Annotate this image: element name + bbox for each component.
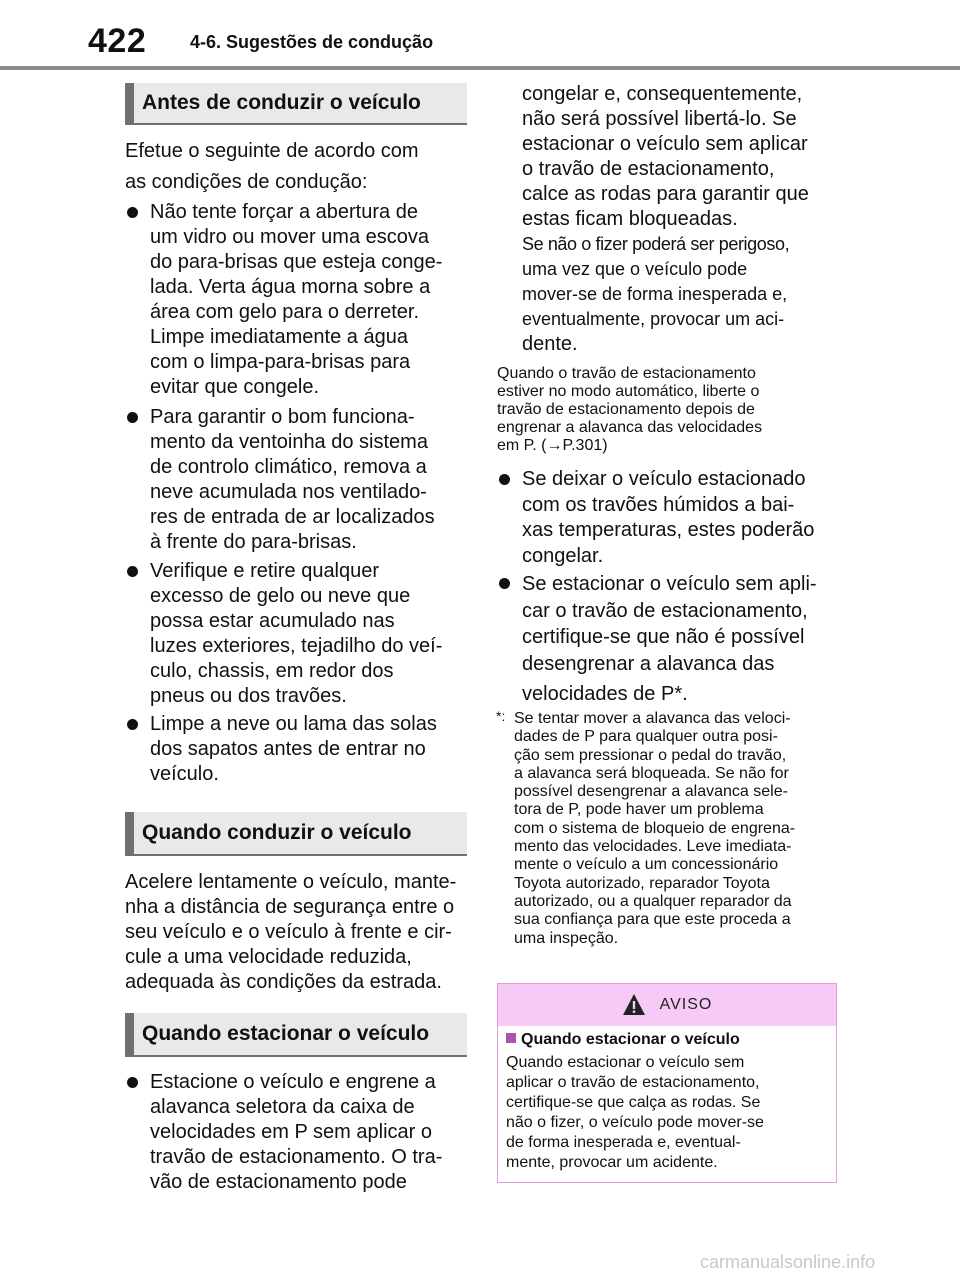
text-line: Se deixar o veículo estacionado [522,468,806,490]
text-line: Acelere lentamente o veículo, mante- [125,871,457,893]
bullet-item [497,467,842,569]
bullet-item [125,200,470,400]
text-line: calce as rodas para garantir que [522,183,809,205]
bullet-dot-icon [127,566,138,577]
warning-subtitle-text: Quando estacionar o veículo [521,1031,740,1048]
page-number: 422 [88,22,147,60]
text-line: em P. (→P.301) [497,437,608,454]
text-line: com os travões húmidos a bai- [522,493,795,516]
text-line: um vidro ou mover uma escova [150,226,430,248]
text-line: velocidades de P*. [522,683,688,705]
bullet-item [125,559,470,709]
text-line: Quando estacionar o veículo sem [506,1054,745,1071]
text-line: eventualmente, provocar um aci- [522,309,785,329]
text-line: Não tente forçar a abertura de [150,201,418,223]
warning-label: AVISO [659,996,713,1013]
text-line: neve acumulada nos ventilado- [150,481,427,503]
text-line: à frente do para-brisas. [150,531,357,553]
text-line: res de entrada de ar localizados [150,506,435,528]
text-line: mento da ventoinha do sistema [150,431,428,453]
text-line: congelar e, consequentemente, [522,83,803,105]
text-line: certifique-se que não é possível [522,626,805,648]
text-line: congelar. [522,544,604,567]
text-line: com o limpa-para-brisas para [150,351,411,373]
warning-header [498,984,836,1026]
bullet-item [125,1070,470,1195]
section-heading-when-driving [125,812,467,856]
driving-text [125,870,470,995]
footnote-marker: *: [496,708,506,724]
text-line: Quando o travão de estacionamento [497,365,756,382]
text-line: ção sem pressionar o pedal do travão, [514,746,787,764]
text-line: dades de P para qualquer outra posi- [514,728,778,746]
text-line: Se tentar mover a alavanca das veloci- [514,710,791,727]
note-text [497,365,837,455]
footnote [496,708,842,948]
bullet-dot-icon [127,1077,138,1088]
warning-triangle-icon [622,993,646,1017]
text-line: Efetue o seguinte de acordo com [125,140,419,162]
text-line: de forma inesperada e, eventual- [506,1134,741,1151]
text-line: veículo. [150,763,219,785]
text-line: car o travão de estacionamento, [522,599,808,622]
text-line: luzes exteriores, tejadilho do veí- [150,635,443,657]
section-heading-text: Antes de conduzir o veículo [142,91,421,114]
text-line: pneus ou dos travões. [150,685,347,707]
text-line: Limpe imediatamente a água [150,326,408,348]
bullet-dot-icon [499,474,510,485]
text-line: mento das velocidades. Leve imediata- [514,838,792,856]
bullet-dot-icon [127,412,138,423]
text-line: as condições de condução: [125,171,368,193]
text-line: Para garantir o bom funciona- [150,406,415,428]
text-line: lada. Verta água morna sobre a [150,276,431,298]
warning-subtitle [506,1031,740,1049]
section-heading-before-driving [125,83,467,125]
chapter-title: 4-6. Sugestões de condução [190,32,434,52]
text-line: mente o veículo a um concessionário [514,856,779,874]
watermark: carmanualsonline.info [700,1252,876,1272]
text-line: do para-brisas que esteja conge- [150,251,443,273]
text-line: Estacione o veículo e engrene a [150,1071,436,1093]
text-line: engrenar a alavanca das velocidades [497,419,763,436]
text-line: travão de estacionamento depois de [497,401,755,418]
text-line: culo, chassis, em redor dos [150,660,394,682]
text-line: mente, provocar um acidente. [506,1154,718,1171]
text-line: dos sapatos antes de entrar no [150,738,426,760]
header-rule [0,66,960,70]
text-line: certifique-se que calça as rodas. Se [506,1094,761,1111]
section-heading-text: Quando conduzir o veículo [142,821,412,844]
text-line: nha a distância de segurança entre o [125,896,455,918]
square-bullet-icon [506,1033,516,1043]
text-line: uma inspeção. [514,929,619,947]
text-line: possa estar acumulado nas [150,610,395,632]
text-line: dente. [522,333,578,355]
bullet-item [125,712,470,787]
bullet-dot-icon [127,719,138,730]
text-line: alavanca seletora da caixa de [150,1096,415,1118]
bullet-item [497,571,842,708]
text-line: tora de P, pode haver um problema [514,801,764,819]
text-line: estiver no modo automático, liberte o [497,383,760,400]
text-line: aplicar o travão de estacionamento, [506,1074,760,1091]
continued-text [522,82,842,357]
bullet-dot-icon [499,578,510,589]
text-line: área com gelo para o derreter. [150,301,420,323]
text-line: cule a uma velocidade reduzida, [125,946,412,968]
text-line: não o fizer, o veículo pode mover-se [506,1114,764,1131]
text-line: autorizado, ou a qualquer reparador da [514,892,792,910]
text-line: Toyota autorizado, reparador Toyota [514,874,770,892]
text-line: estas ficam bloqueadas. [522,208,738,230]
intro-text [125,136,470,198]
text-line: mover-se de forma inesperada e, [522,284,788,304]
text-line: Se não o fizer poderá ser perigoso, [522,234,790,254]
warning-box [497,983,837,1183]
text-line: estacionar o veículo sem aplicar [522,133,808,155]
text-line: com o sistema de bloqueio de engrena- [514,819,796,837]
text-line: de controlo climático, remova a [150,456,427,478]
text-line: desengrenar a alavanca das [522,652,775,675]
text-line: o travão de estacionamento, [522,158,775,180]
text-line: evitar que congele. [150,376,320,398]
text-line: vão de estacionamento pode [150,1171,407,1193]
text-line: sua confiança para que este proceda a [514,911,791,929]
warning-body [506,1053,831,1173]
text-line: uma vez que o veículo pode [522,259,748,279]
text-line: Se estacionar o veículo sem apli- [522,573,817,595]
section-heading-when-parking [125,1013,467,1057]
text-line: adequada às condições da estrada. [125,971,442,993]
text-line: possível desengrenar a alavanca sele- [514,783,788,801]
text-line: Limpe a neve ou lama das solas [150,713,437,735]
text-line: Verifique e retire qualquer [150,560,380,582]
bullet-dot-icon [127,207,138,218]
text-line: não será possível libertá-lo. Se [522,108,797,130]
text-line: a alavanca será bloqueada. Se não for [514,764,789,782]
bullet-item [125,405,470,555]
text-line: seu veículo e o veículo à frente e cir- [125,921,452,943]
text-line: travão de estacionamento. O tra- [150,1146,443,1168]
section-heading-text: Quando estacionar o veículo [142,1022,430,1045]
text-line: excesso de gelo ou neve que [150,585,411,607]
text-line: xas temperaturas, estes poderão [522,519,815,541]
text-line: velocidades em P sem aplicar o [150,1121,432,1143]
